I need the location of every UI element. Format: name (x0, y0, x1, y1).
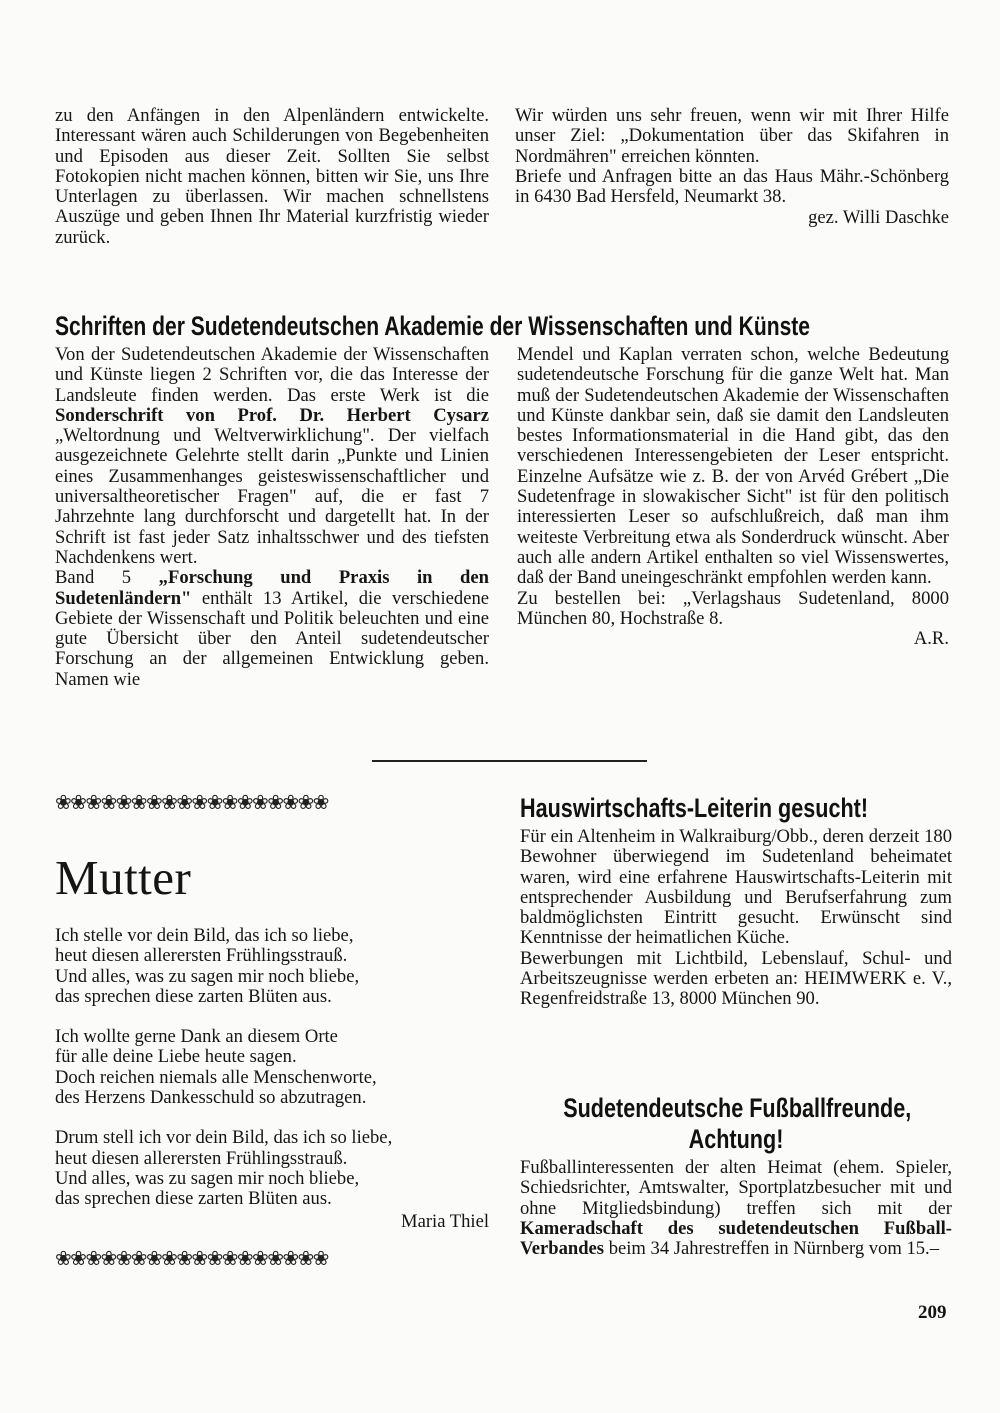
poem-line: das sprechen diese zarten Blüten aus. (55, 1188, 332, 1210)
poem-title: Mutter (55, 850, 192, 905)
hauswirtschaft-column (520, 827, 952, 1010)
akademie-right-paragraph-2: Zu bestellen bei: „Verlagshaus Sudetenland, 8000 München 80, Hochstraße 8. (517, 587, 949, 629)
poem-line: des Herzens Dankesschuld so abzutragen. (55, 1087, 367, 1109)
fussball-heading (520, 1093, 952, 1155)
poem-line: Und alles, was zu sagen mir noch bliebe, (55, 1167, 360, 1189)
poem-line: für alle deine Liebe heute sagen. (55, 1046, 297, 1068)
flower-ornament-top: ❀❀❀❀❀❀❀❀❀❀❀❀❀❀❀❀❀❀ (55, 790, 328, 814)
top-left-paragraph: zu den Anfängen in den Alpenländern entwickelte. Interessant wären auch Schilderungen von Begebenheiten und Episoden aus dieser Zeit. Sollten Sie selbst Fotokopien nicht machen können, bitten wir Sie, uns Ihre Unterlagen zu überlassen. Wir machen schnellstens Auszüge und geben Ihnen Ihr Material kurzfristig wieder zurück. (55, 105, 489, 248)
poem-line: heut diesen allerersten Frühlingsstrauß. (55, 945, 348, 967)
top-right-paragraph-2: Briefe und Anfragen bitte an das Haus Mähr.-Schönberg in 6430 Bad Hersfeld, Neumarkt 38. (515, 165, 949, 208)
akademie-text: enthält 13 Artikel, die verschiedene Gebiete der Wissenschaft und Politik beleuchten und eine gute Übersicht über den Anteil sudetendeutscher Forschung an der allgemeinen Entwicklung geben. Namen wie (55, 587, 489, 690)
flower-ornament-bottom: ❀❀❀❀❀❀❀❀❀❀❀❀❀❀❀❀❀❀ (55, 1246, 328, 1270)
poem-stanza-1 (55, 926, 489, 1007)
poem (55, 926, 489, 1232)
akademie-text: „Weltordnung und Weltverwirklichung". Der vielfach ausgezeichnete Gelehrte stellt darin „Punkte und Linien eines Zusammenhanges geisteswissenschaftlicher und universaltheoretischer Fragen" auf, die er fast 7 Jahrzehnte lang durchforscht und dargetellt hat. In der Schrift ist fast jeder Satz inhaltsschwer und des tiefsten Nachdenkens wert. (55, 425, 489, 568)
fussball-column (520, 1158, 952, 1259)
poem-line: Ich stelle vor dein Bild, das ich so liebe, (55, 925, 354, 946)
fussball-heading-line-1: Sudetendeutsche Fußballfreunde, (563, 1093, 912, 1123)
poem-author: Maria Thiel (401, 1210, 489, 1232)
fussball-bold-text: Kameradschaft des sudetendeutschen Fußball-Verbandes (520, 1217, 952, 1260)
poem-line: heut diesen allerersten Frühlingsstrauß. (55, 1147, 348, 1169)
top-right-paragraph-1: Wir würden uns sehr freuen, wenn wir mit Ihrer Hilfe unser Ziel: „Dokumentation über das Skifahren in Nordmähren" erreichen könnten. (515, 105, 949, 167)
akademie-right-paragraph-1: Mendel und Kaplan verraten schon, welche Bedeutung sudetendeutsche Forschung für die ganze Welt hat. Man muß der Sudetendeutschen Akademie der Wissenschaften und Künste dankbar sein, daß sie damit den Landsleuten bestes Informationsmaterial in die Hand gibt, das den verschiedenen Interessengebieten der Leser entspricht. Einzelne Aufsätze wie z. B. der von Arvéd Grébert „Die Sudetenfrage in slowakischer Sicht" ist für den politisch interessierten Leser so aufschlußreich, daß man ihm weiteste Verbreitung etwa als Sonderdruck wünscht. Aber auch alle andern Artikel enthalten so viel Wissenswertes, daß der Band uneingeschränkt empfohlen werden kann. (517, 344, 949, 589)
akademie-bold-text: „Forschung und Praxis in den Sudetenländern" (55, 567, 489, 609)
poem-line: das sprechen diese zarten Blüten aus. (55, 985, 332, 1007)
divider-rule (372, 760, 647, 762)
poem-stanza-3 (55, 1128, 489, 1209)
hauswirtschaft-heading: Hauswirtschafts-Leiterin gesucht! (520, 793, 869, 823)
fussball-paragraph (520, 1158, 952, 1259)
akademie-right-column (517, 345, 949, 649)
page-number: 209 (918, 1302, 947, 1323)
top-left-column (55, 106, 489, 248)
hauswirtschaft-paragraph-2: Bewerbungen mit Lichtbild, Lebenslauf, Schul- und Arbeitszeugnisse werden erbeten an: HEIMWERK e. V., Regenfreidstraße 13, 8000 München 90. (520, 947, 952, 1010)
top-right-signature: gez. Willi Daschke (808, 207, 949, 229)
top-right-column (515, 106, 949, 229)
akademie-text: Von der Sudetendeutschen Akademie der Wissenschaften und Künste liegen 2 Schriften vor, die das Interesse der Landsleute finden werden. Das erste Werk ist die (55, 344, 489, 406)
poem-stanza-2 (55, 1027, 489, 1108)
akademie-signature: A.R. (913, 628, 949, 650)
poem-line: Ich wollte gerne Dank an diesem Orte (55, 1026, 338, 1048)
akademie-left-column (55, 345, 489, 690)
fussball-heading-line-2: Achtung! (688, 1124, 784, 1154)
akademie-text: Band 5 (55, 567, 159, 589)
akademie-left-paragraph-1 (55, 345, 489, 568)
fussball-text: Fußballinteressenten der alten Heimat (ehem. Spieler, Schiedsrichter, Amtswalter, Sportplatzbesucher mit und ohne Mitgliedsbindung) treffen sich mit der (520, 1157, 952, 1219)
akademie-left-paragraph-2 (55, 568, 489, 690)
hauswirtschaft-paragraph-1: Für ein Altenheim in Walkraiburg/Obb., deren derzeit 180 Bewohner überwiegend im Sudetenland beheimatet waren, wird eine erfahrene Hauswirtschafts-Leiterin mit entsprechender Ausbildung und Berufserfahrung zum baldmöglichsten Eintritt gesucht. Erwünscht sind Kenntnisse der heimatlichen Küche. (520, 826, 952, 949)
poem-line: Und alles, was zu sagen mir noch bliebe, (55, 965, 360, 987)
akademie-bold-text: Sonderschrift von Prof. Dr. Herbert Cysarz (55, 404, 489, 426)
fussball-text: beim 34 Jahrestreffen in Nürnberg vom 15.– (604, 1238, 940, 1260)
akademie-heading: Schriften der Sudetendeutschen Akademie der Wissenschaften und Künste (55, 311, 811, 341)
poem-line: Doch reichen niemals alle Menschenworte, (55, 1066, 377, 1088)
poem-line: Drum stell ich vor dein Bild, das ich so liebe, (55, 1127, 393, 1149)
